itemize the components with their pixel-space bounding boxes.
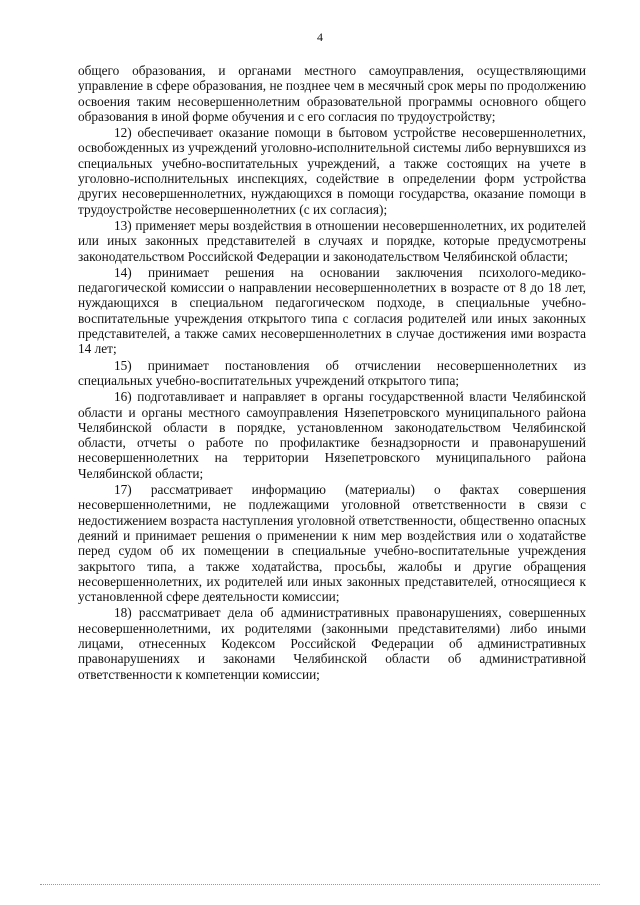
paragraph-item-18: 18) рассматривает дела об административных правонарушениях, совершенных несовершеннолетними, их родителями (законными представителями) либо иными лицами, отнесенных Кодексом Российской Федерации об административных правонарушениях и законами Челябинской области об административной ответственности к компетенции комиссии; — [78, 605, 586, 682]
paragraph-item-14: 14) принимает решения на основании заключения психолого-медико-педагогической комиссии о направлении несовершеннолетних в возрасте от 8 до 18 лет, нуждающихся в специальном педагогическом подходе, в специальные учебно-воспитательные учреждения открытого типа с согласия родителей или иных законных представителей, а также самих несовершеннолетних в случае достижения ими возраста 14 лет; — [78, 264, 586, 357]
document-body — [78, 63, 586, 683]
paragraph-continuation: общего образования, и органами местного самоуправления, осуществляющими управление в сфере образования, не позднее чем в месячный срок меры по продолжению освоения таким несовершеннолетним образовательной программы основного общего образования в иной форме обучения и с его согласия по трудоустройству; — [78, 63, 586, 124]
bottom-scan-rule — [40, 884, 600, 885]
page-number: 4 — [317, 30, 323, 44]
paragraph-item-12: 12) обеспечивает оказание помощи в бытовом устройстве несовершеннолетних, освобожденных из учреждений уголовно-исполнительной системы либо вернувшихся из специальных учебно-воспитательных учреждений, а также состоящих на учете в уголовно-исполнительных инспекциях, содействие в определении форм устройства других несовершеннолетних, нуждающихся в помощи государства, оказание помощи в трудоустройстве несовершеннолетних (с их согласия); — [78, 125, 586, 217]
paragraph-item-15: 15) принимает постановления об отчислении несовершеннолетних из специальных учебно-воспитательных учреждений открытого типа; — [78, 357, 586, 388]
paragraph-item-13: 13) применяет меры воздействия в отношении несовершеннолетних, их родителей или иных законных представителей в случаях и порядке, которые предусмотрены законодательством Российской Федерации и законодательством Челябинской области; — [78, 217, 586, 264]
paragraph-item-17: 17) рассматривает информацию (материалы) о фактах совершения несовершеннолетними, не подлежащими уголовной ответственности в связи с недостижением возраста наступления уголовной ответственности, общественно опасных деяний и принимает решения о применении к ним мер воздействия или о ходатайстве перед судом об их помещении в специальные учебно-воспитательные учреждения закрытого типа, а также ходатайства, просьбы, жалобы и другие обращения несовершеннолетних, их родителей или иных законных представителей, относящиеся к установленной сфере деятельности комиссии; — [78, 482, 586, 605]
paragraph-item-16: 16) подготавливает и направляет в органы государственной власти Челябинской области и органы местного самоуправления Нязепетровского муниципального района Челябинской области в порядке, установленном законодательством Челябинской области, отчеты о работе по профилактике безнадзорности и правонарушений несовершеннолетних на территории Нязепетровского муниципального района Челябинской области; — [78, 389, 586, 481]
